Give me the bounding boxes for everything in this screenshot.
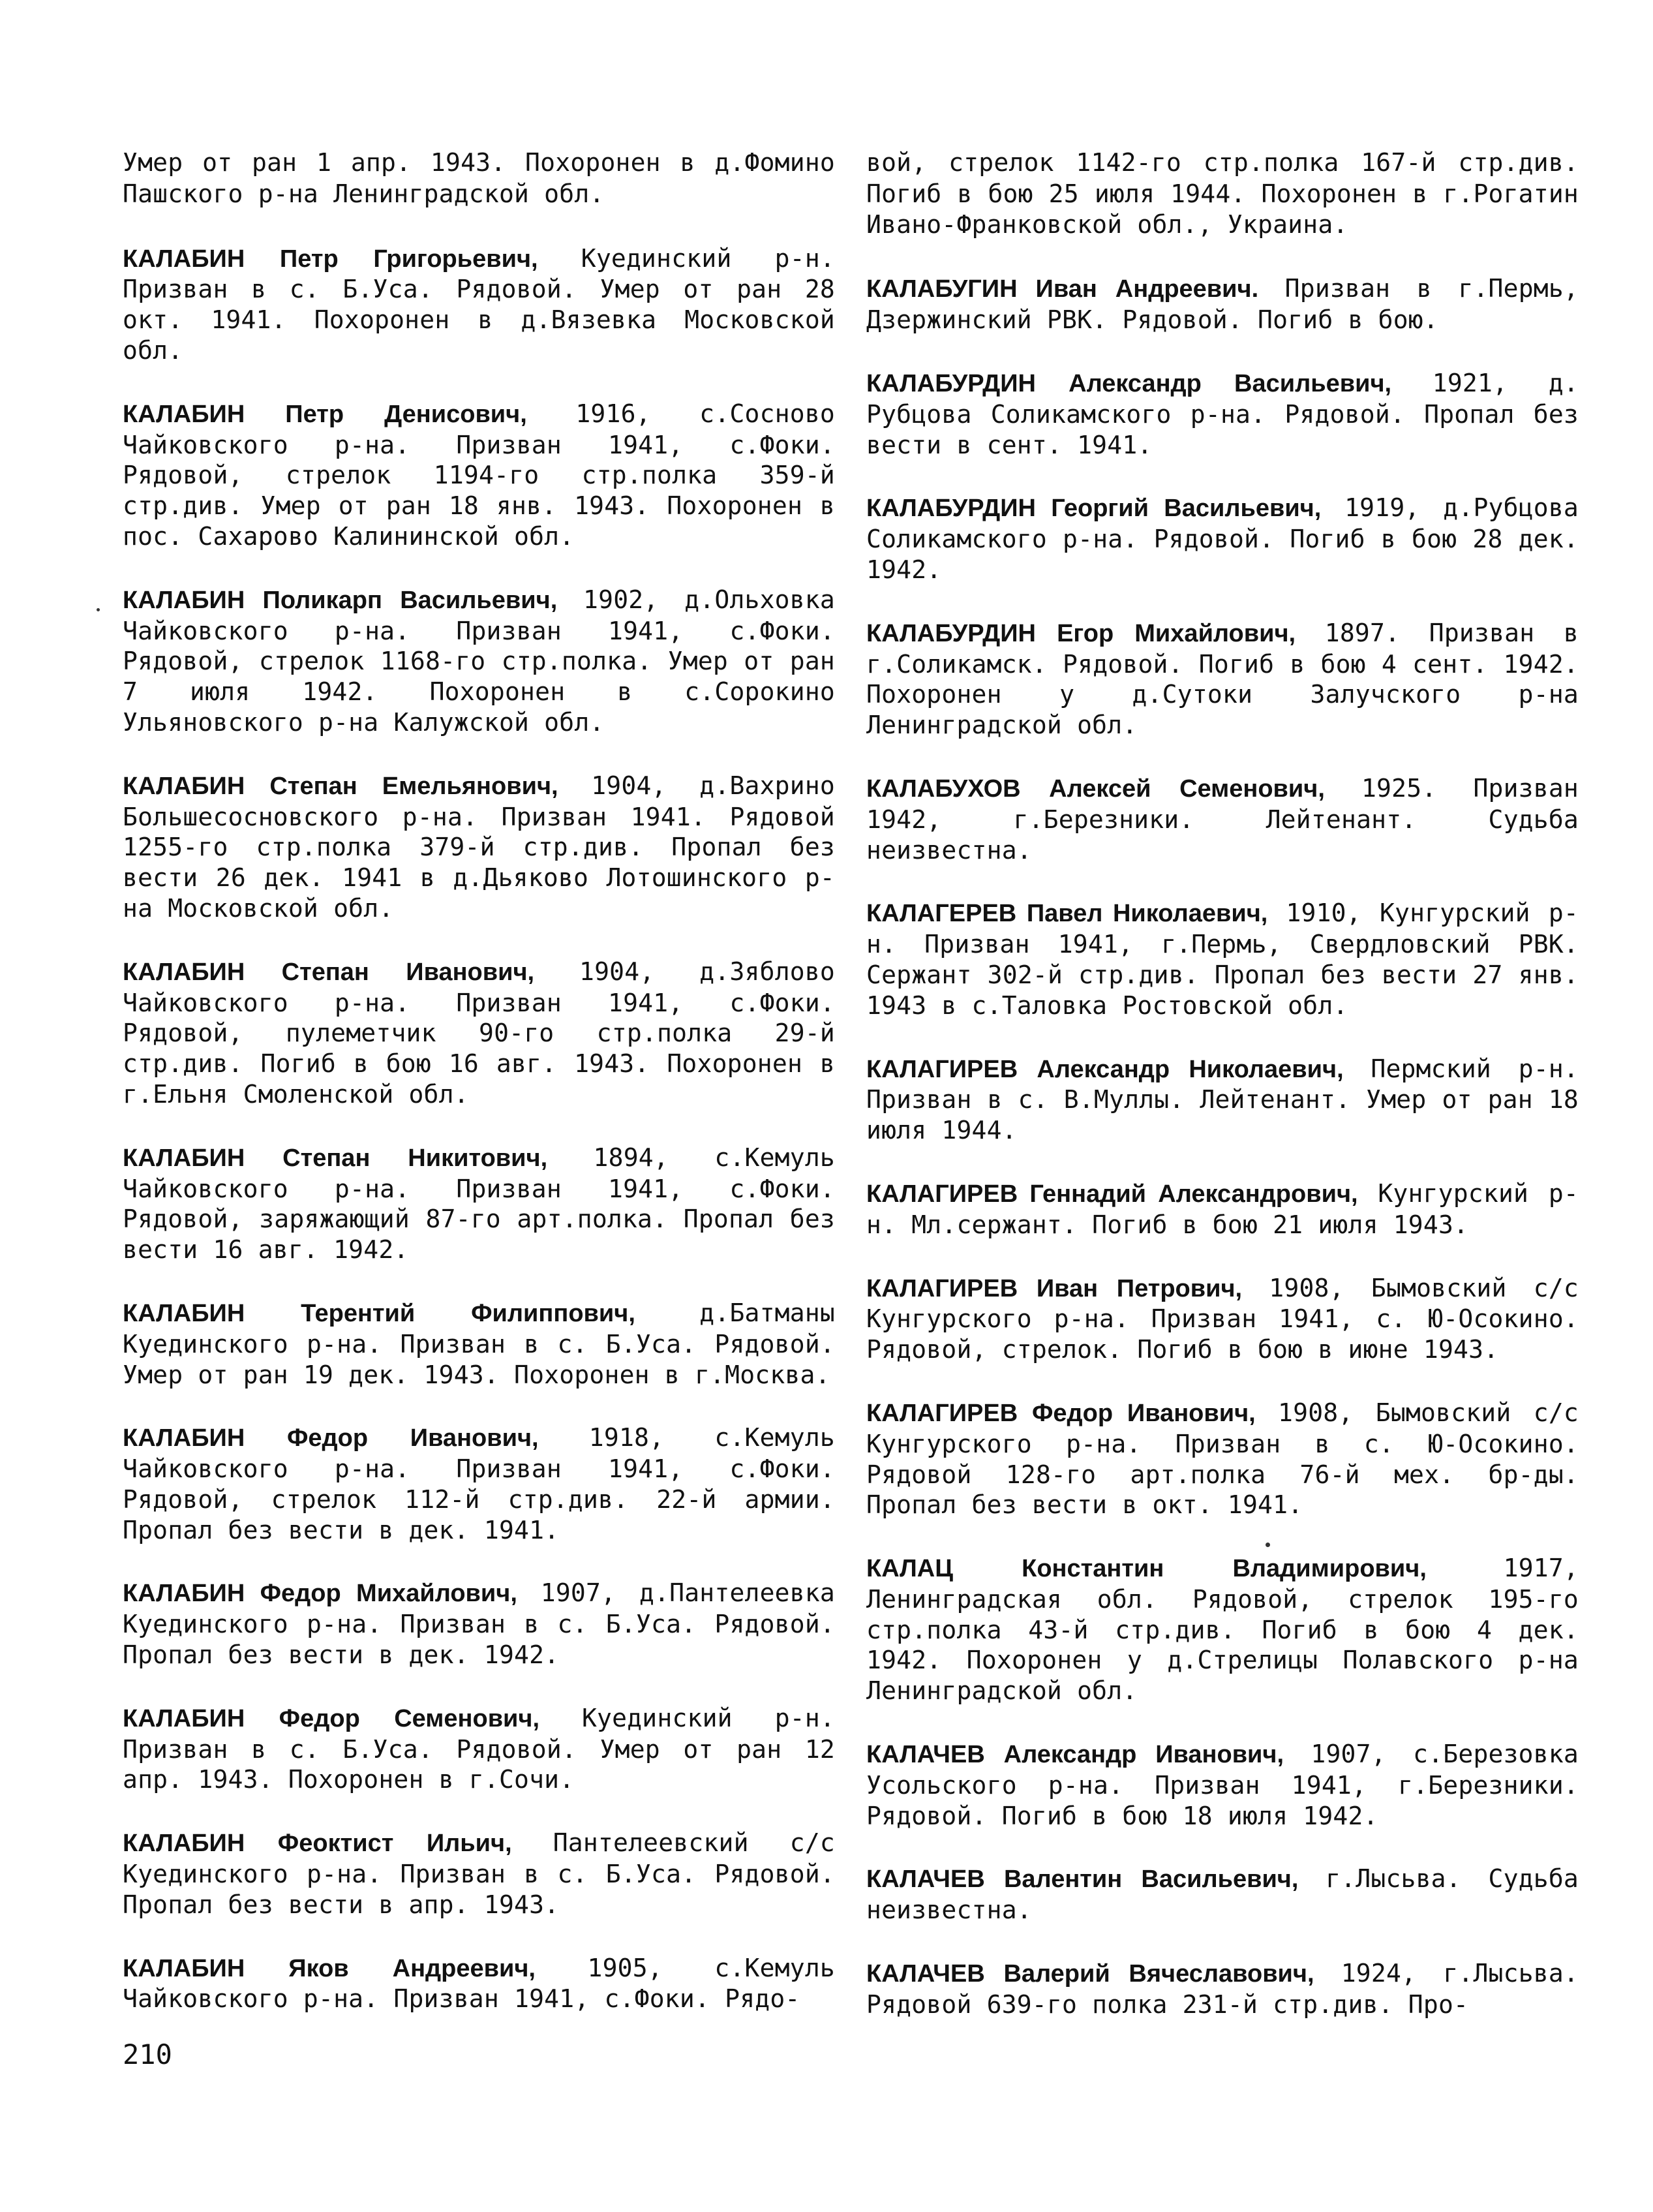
list-item: [866, 1273, 1579, 1365]
entry-name: КАЛАБУРДИН Егор Михайлович,: [866, 619, 1296, 647]
list-item: [866, 1553, 1579, 1706]
list-item: [866, 273, 1579, 335]
entry-text: 1918, с.Кемуль Чайковского р-на. Призван 1941, с.Фоки. Рядовой, стрелок 112-й стр.див. 22-й армии. Пропал без вести в дек. 1941.: [123, 1423, 836, 1544]
entry-text: 1916, с.Сосново Чайковского р-на. Призван 1941, с.Фоки. Рядовой, стрелок 1194-го стр.полка 359-й стр.див. Умер от ран 18 янв. 1943. Похоронен в пос. Сахарово Калининской обл.: [123, 399, 836, 551]
entry-name: КАЛАБИН Петр Григорьевич,: [123, 245, 538, 273]
list-item: [866, 618, 1579, 741]
entry-text: 1894, с.Кемуль Чайковского р-на. Призван 1941, с.Фоки. Рядовой, заряжающий 87-го арт.полка. Пропал без вести 16 авг. 1942.: [123, 1143, 835, 1265]
entry-text: 1908, Бымовский с/с Кунгурского р-на. Призван в с. Ю-Осокино. Рядовой 128-го арт.полка 76-й мех. бр-ды. Пропал без вести в окт. 1941.: [866, 1398, 1579, 1520]
entry-name: КАЛАЦ Константин Владимирович,: [866, 1555, 1427, 1583]
right-column: [866, 147, 1579, 2053]
entry-name: КАЛАБУГИН Иван Андреевич.: [866, 275, 1259, 303]
entry-text: 1910, Кунгурский р-н. Призван 1941, г.Пермь, Свердловский РВК. Сержант 302-й стр.див. Пропал без вести 27 янв. 1943 в с.Таловка Ростовской обл.: [866, 899, 1579, 1020]
list-item: [123, 399, 835, 552]
entry-text: 1905, с.Кемуль Чайковского р-на. Призван 1941, с.Фоки. Рядо-: [123, 1953, 836, 2014]
entry-name: КАЛАЧЕВ Валерий Вячеславович,: [866, 1960, 1314, 1988]
list-item: [866, 147, 1579, 239]
entry-text: 1921, д. Рубцова Соликамского р-на. Рядовой. Пропал без вести в сент. 1941.: [866, 368, 1579, 459]
list-item: [866, 1864, 1579, 1926]
list-item: [866, 1958, 1579, 2020]
entry-text: Куединский р-н. Призван в с. Б.Уса. Рядовой. Умер от ран 12 апр. 1943. Похоронен в г.Сочи.: [123, 1703, 836, 1794]
entry-text: Кунгурский р-н. Мл.сержант. Погиб в бою 21 июля 1943.: [866, 1178, 1579, 1239]
list-item: [123, 1703, 835, 1795]
entry-text: 1925. Призван 1942, г.Березники. Лейтенант. Судьба неизвестна.: [866, 773, 1579, 865]
entry-name: КАЛАЧЕВ Александр Иванович,: [866, 1741, 1284, 1769]
list-item: [123, 1953, 835, 2015]
list-item: [866, 493, 1579, 585]
entry-name: КАЛАБИН Степан Иванович,: [123, 958, 535, 986]
print-speck: [97, 608, 100, 611]
entry-text: 1904, д.Зяблово Чайковского р-на. Призван 1941, с.Фоки. Рядовой, пулеметчик 90-го стр.полка 29-й стр.див. Погиб в бою 16 авг. 1943. Похоронен в г.Ельня Смоленской обл.: [123, 957, 836, 1109]
entry-text: Куединский р-н. Призван в с. Б.Уса. Рядовой. Умер от ран 28 окт. 1941. Похоронен в д.Вязевка Московской обл.: [123, 243, 835, 365]
entry-name: КАЛАБИН Федор Михайлович,: [123, 1580, 517, 1608]
entry-text: д.Батманы Куединского р-на. Призван в с. Б.Уса. Рядовой. Умер от ран 19 дек. 1943. Похоронен в г.Москва.: [123, 1298, 835, 1389]
entry-text: Пантелеевский с/с Куединского р-на. Призван в с. Б.Уса. Рядовой. Пропал без вести в апр. 1943.: [123, 1828, 835, 1919]
list-item: [123, 147, 835, 209]
entry-text: Призван в г.Пермь, Дзержинский РВК. Рядовой. Погиб в бою.: [866, 274, 1579, 335]
entry-name: КАЛАБИН Терентий Филиппович,: [123, 1299, 635, 1327]
entry-name: КАЛАГИРЕВ Геннадий Александрович,: [866, 1180, 1358, 1208]
entry-text: г.Лысьва. Судьба неизвестна.: [866, 1864, 1579, 1925]
entry-name: КАЛАГЕРЕВ Павел Николаевич,: [866, 900, 1268, 928]
entry-name: КАЛАБИН Петр Денисович,: [123, 400, 527, 428]
page-number: 210: [123, 2038, 172, 2070]
list-item: [123, 1298, 835, 1390]
entry-name: КАЛАБИН Федор Иванович,: [123, 1424, 539, 1452]
entry-text: 1907, д.Пантелеевка Куединского р-на. Призван в с. Б.Уса. Рядовой. Пропал без вести в дек. 1942.: [123, 1578, 835, 1670]
list-item: [866, 1398, 1579, 1520]
entry-name: КАЛАБУХОВ Алексей Семенович,: [866, 775, 1325, 803]
entry-name: КАЛАБУРДИН Георгий Васильевич,: [866, 495, 1322, 523]
entry-text: 1924, г.Лысьва. Рядовой 639-го полка 231-й стр.див. Про-: [866, 1959, 1579, 2019]
entry-name: КАЛАБИН Степан Емельянович,: [123, 772, 558, 800]
list-item: [866, 773, 1579, 865]
entry-name: КАЛАБУРДИН Александр Васильевич,: [866, 369, 1392, 397]
list-item: [123, 771, 835, 924]
list-item: [123, 1578, 835, 1670]
list-item: [866, 1054, 1579, 1146]
entry-name: КАЛАБИН Поликарп Васильевич,: [123, 586, 558, 614]
entry-text: 1919, д.Рубцова Соликамского р-на. Рядовой. Погиб в бою 28 дек. 1942.: [866, 493, 1579, 584]
entry-name: КАЛАБИН Федор Семенович,: [123, 1704, 540, 1732]
left-column: [123, 147, 835, 2047]
entry-name: КАЛАБИН Феоктист Ильич,: [123, 1830, 512, 1858]
entry-text: 1908, Бымовский с/с Кунгурского р-на. Призван 1941, с. Ю-Осокино. Рядовой, стрелок. Погиб в бою в июне 1943.: [866, 1273, 1579, 1364]
list-item: [123, 1828, 835, 1920]
entry-name: КАЛАЧЕВ Валентин Васильевич,: [866, 1866, 1299, 1894]
entry-text: 1902, д.Ольховка Чайковского р-на. Призван 1941, с.Фоки. Рядовой, стрелок 1168-го стр.полка. Умер от ран 7 июля 1942. Похоронен в с.Сорокино Ульяновского р-на Калужской обл.: [123, 585, 835, 737]
entry-name: КАЛАГИРЕВ Федор Иванович,: [866, 1399, 1256, 1427]
entry-name: КАЛАГИРЕВ Александр Николаевич,: [866, 1055, 1344, 1083]
entry-text: 1904, д.Вахрино Большесосновского р-на. Призван 1941. Рядовой 1255-го стр.полка 379-й стр.див. Пропал без вести 26 дек. 1941 в д.Дьяково Лотошинского р-на Московской обл.: [123, 771, 835, 923]
list-item: [866, 368, 1579, 460]
list-item: [866, 1739, 1579, 1831]
list-item: [123, 585, 835, 738]
entry-text: 1917, Ленинградская обл. Рядовой, стрелок 195-го стр.полка 43-й стр.див. Погиб в бою 4 дек. 1942. Похоронен у д.Стрелицы Полавского р-на Ленинградской обл.: [866, 1554, 1579, 1706]
entry-name: КАЛАГИРЕВ Иван Петрович,: [866, 1274, 1243, 1302]
list-item: [866, 1178, 1579, 1240]
entry-text: Пермский р-н. Призван в с. В.Муллы. Лейтенант. Умер от ран 18 июля 1944.: [866, 1054, 1579, 1145]
list-item: [123, 957, 835, 1110]
print-speck: [1266, 1543, 1270, 1547]
entry-text: 1897. Призван в г.Соликамск. Рядовой. Погиб в бою 4 сент. 1942. Похоронен у д.Сутоки Залучского р-на Ленинградской обл.: [866, 618, 1579, 740]
entry-text: Умер от ран 1 апр. 1943. Похоронен в д.Фомино Пашского р-на Ленинградской обл.: [123, 148, 835, 208]
entry-text: 1907, с.Березовка Усольского р-на. Призван 1941, г.Березники. Рядовой. Погиб в бою 18 июля 1942.: [866, 1740, 1579, 1830]
entry-name: КАЛАБИН Степан Никитович,: [123, 1144, 548, 1172]
entry-name: КАЛАБИН Яков Андреевич,: [123, 1954, 536, 1982]
list-item: [123, 1422, 835, 1545]
list-item: [123, 1143, 835, 1265]
list-item: [866, 898, 1579, 1021]
list-item: [123, 243, 835, 366]
entry-text: вой, стрелок 1142-го стр.полка 167-й стр.див. Погиб в бою 25 июля 1944. Похоронен в г.Рогатин Ивано-Франковской обл., Украина.: [866, 148, 1579, 239]
